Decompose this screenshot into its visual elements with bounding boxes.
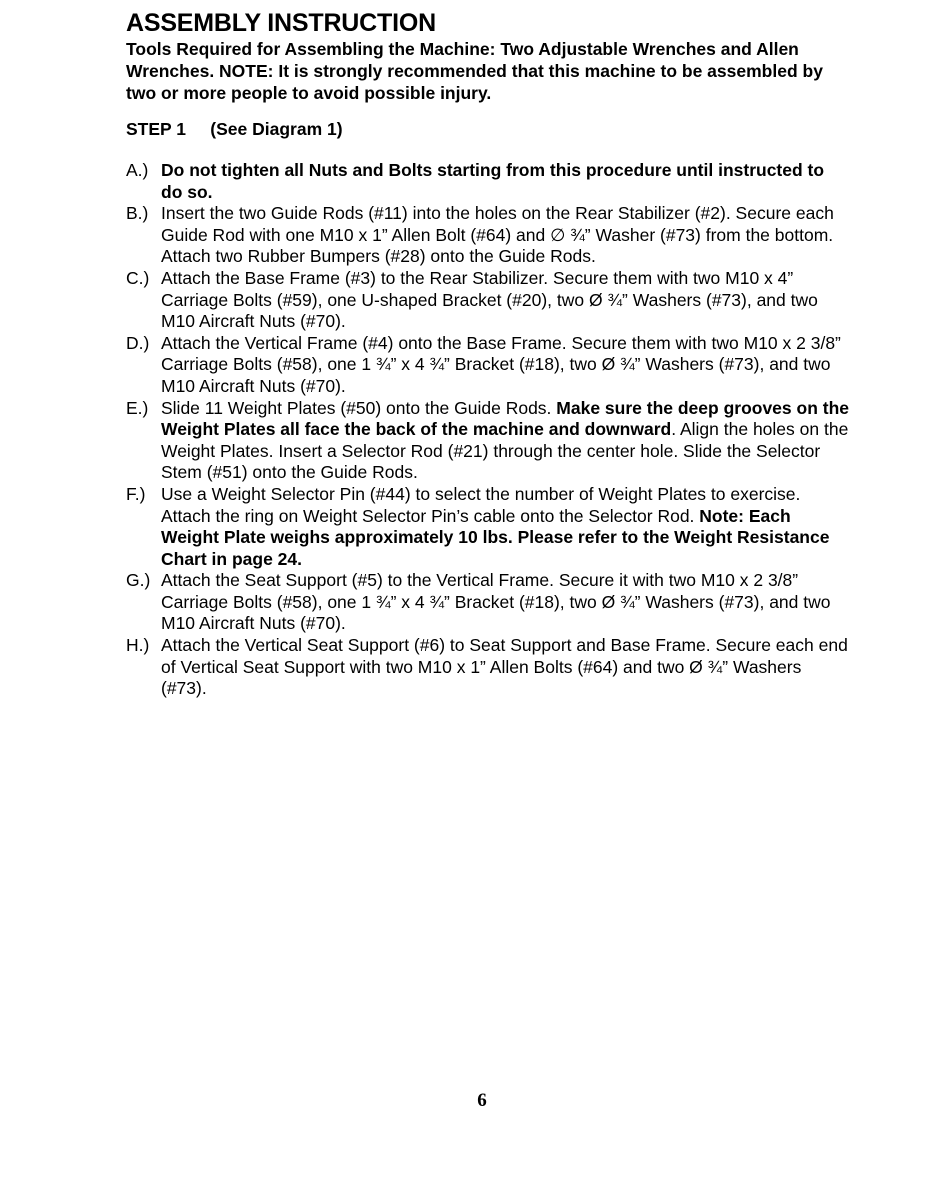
instruction-text	[161, 570, 850, 635]
document-page	[126, 8, 850, 700]
instruction-text-bold: Make sure the deep grooves on the Weight Plates all face the back of the machine and downward	[161, 397, 849, 440]
instruction-text-segment: . Align the holes on the Weight Plates. Insert a Selector Rod (#21) through the center hole. Slide the Selector Stem (#51) onto the Guide Rods.	[161, 419, 849, 483]
instruction-item	[126, 268, 850, 333]
instruction-text-bold: Note: Each Weight Plate weighs approximately 10 lbs. Please refer to the Weight Resistance Chart in page 24.	[161, 505, 830, 569]
instruction-text	[161, 635, 850, 700]
instruction-text-segment: Attach the Vertical Seat Support (#6) to Seat Support and Base Frame. Secure each end of Vertical Seat Support with two M10 x 1” Allen Bolts (#64) and two Ø ¾” Washers (#73).	[161, 635, 848, 699]
instruction-letter: E.)	[126, 397, 149, 418]
instruction-text-segment: Slide 11 Weight Plates (#50) onto the Guide Rods.	[161, 397, 557, 418]
instruction-text	[161, 398, 850, 484]
instruction-item	[126, 333, 850, 398]
instruction-item	[126, 570, 850, 635]
instruction-letter: C.)	[126, 267, 150, 288]
instruction-item	[126, 203, 850, 268]
instruction-item	[126, 398, 850, 484]
instruction-letter: G.)	[126, 570, 151, 591]
tools-required-note: Tools Required for Assembling the Machine: Two Adjustable Wrenches and Allen Wrenches. NOTE: It is strongly recommended that this machine to be assembled by two or more people to avoid possible injury.	[126, 39, 823, 103]
instruction-text-segment: Attach the Vertical Frame (#4) onto the Base Frame. Secure them with two M10 x 2 3/8” Carriage Bolts (#58), one 1 ¾” x 4 ¾” Bracket (#18), two Ø ¾” Washers (#73), and two M10 Aircraft Nuts (#70).	[161, 332, 841, 396]
instruction-text	[161, 333, 850, 398]
page-number: 6	[477, 1090, 487, 1111]
instruction-letter: D.)	[126, 332, 150, 353]
instruction-text-segment: Attach the Seat Support (#5) to the Vertical Frame. Secure it with two M10 x 2 3/8” Carriage Bolts (#58), one 1 ¾” x 4 ¾” Bracket (#18), two Ø ¾” Washers (#73), and two M10 Aircraft Nuts (#70).	[161, 570, 831, 634]
instruction-text-segment: Insert the two Guide Rods (#11) into the holes on the Rear Stabilizer (#2). Secure each Guide Rod with one M10 x 1” Allen Bolt (#64) and ∅ ¾” Washer (#73) from the bottom. Attach two Rubber Bumpers (#28) onto the Guide Rods.	[161, 203, 834, 267]
step-heading: STEP 1 (See Diagram 1)	[126, 119, 343, 139]
instruction-letter: H.)	[126, 635, 150, 656]
instruction-letter: B.)	[126, 203, 149, 224]
instruction-text	[161, 203, 850, 268]
instruction-text-segment: Use a Weight Selector Pin (#44) to select the number of Weight Plates to exercise. Attach the ring on Weight Selector Pin’s cable onto the Selector Rod.	[161, 483, 801, 526]
instruction-text	[161, 484, 850, 570]
instruction-text-segment: Attach the Base Frame (#3) to the Rear Stabilizer. Secure them with two M10 x 4” Carriage Bolts (#59), one U-shaped Bracket (#20), two Ø ¾” Washers (#73), and two M10 Aircraft Nuts (#70).	[161, 267, 818, 332]
instruction-item	[126, 635, 850, 700]
page-title: ASSEMBLY INSTRUCTION	[126, 9, 436, 37]
instruction-item	[126, 160, 850, 203]
instruction-text	[161, 268, 850, 333]
instruction-letter: F.)	[126, 483, 146, 504]
instruction-text-bold: Do not tighten all Nuts and Bolts starting from this procedure until instructed to do so.	[161, 160, 825, 202]
instruction-item	[126, 484, 850, 570]
instruction-list	[126, 160, 850, 700]
instruction-text	[161, 160, 850, 203]
instruction-letter: A.)	[126, 160, 149, 180]
